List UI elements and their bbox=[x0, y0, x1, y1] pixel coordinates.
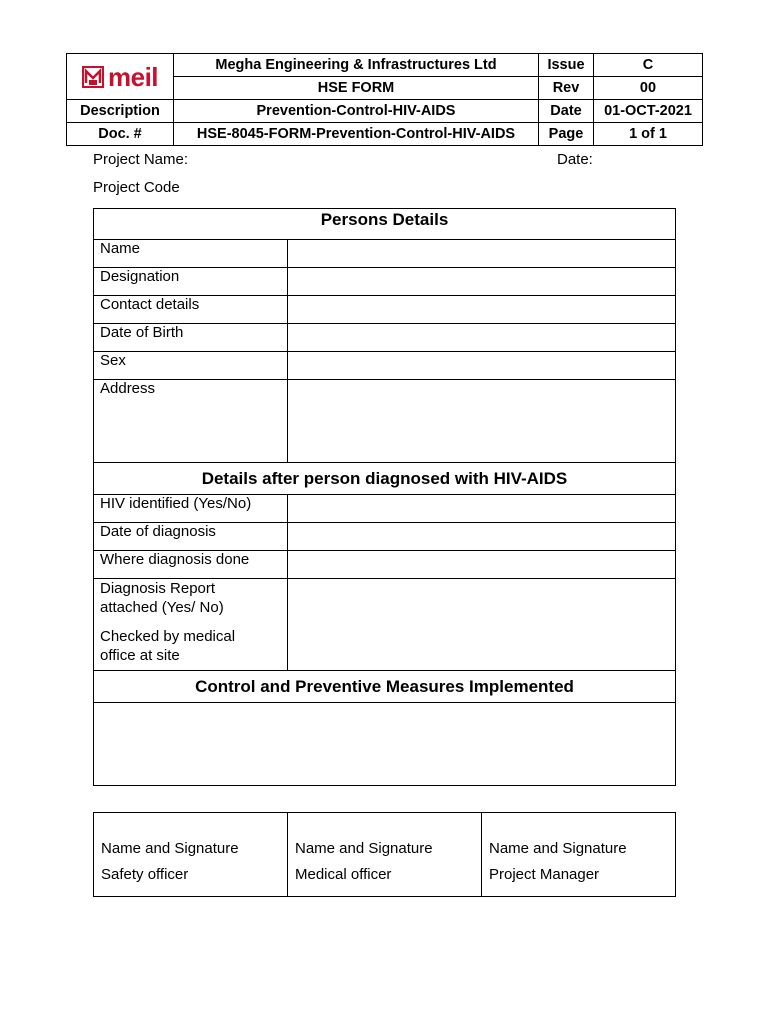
issue-value: C bbox=[594, 54, 703, 77]
signature-label: Name and Signature bbox=[295, 840, 433, 857]
field-input-hiv-identified[interactable] bbox=[288, 495, 676, 523]
signature-table bbox=[93, 812, 676, 897]
signature-label: Name and Signature bbox=[101, 840, 239, 857]
field-input-date-of-diagnosis[interactable] bbox=[288, 523, 676, 551]
description-label: Description bbox=[67, 100, 174, 123]
project-code-label: Project Code bbox=[93, 179, 180, 196]
field-label-address: Address bbox=[94, 380, 288, 463]
persons-details-title: Persons Details bbox=[94, 209, 676, 240]
field-input-designation[interactable] bbox=[288, 268, 676, 296]
report-label-line2: attached (Yes/ No) bbox=[100, 599, 224, 616]
issue-label: Issue bbox=[539, 54, 594, 77]
signature-cell-medical-officer[interactable] bbox=[288, 813, 482, 897]
field-label-report-and-check bbox=[94, 579, 288, 671]
signature-role: Safety officer bbox=[101, 866, 189, 883]
field-label-date-of-diagnosis: Date of diagnosis bbox=[94, 523, 288, 551]
form-type: HSE FORM bbox=[174, 77, 539, 100]
description-value: Prevention-Control-HIV-AIDS bbox=[174, 100, 539, 123]
field-input-address[interactable] bbox=[288, 380, 676, 463]
page-label: Page bbox=[539, 123, 594, 146]
field-label-designation: Designation bbox=[94, 268, 288, 296]
date-label: Date bbox=[539, 100, 594, 123]
signature-role: Medical officer bbox=[295, 866, 392, 883]
field-input-name[interactable] bbox=[288, 240, 676, 268]
field-input-contact-details[interactable] bbox=[288, 296, 676, 324]
field-input-date-of-birth[interactable] bbox=[288, 324, 676, 352]
field-label-contact-details: Contact details bbox=[94, 296, 288, 324]
checked-label-line2: office at site bbox=[100, 647, 180, 664]
signature-label: Name and Signature bbox=[489, 840, 627, 857]
field-input-sex[interactable] bbox=[288, 352, 676, 380]
signature-role: Project Manager bbox=[489, 866, 600, 883]
rev-label: Rev bbox=[539, 77, 594, 100]
field-input-report-and-check[interactable] bbox=[288, 579, 676, 671]
field-label-name: Name bbox=[94, 240, 288, 268]
rev-value: 00 bbox=[594, 77, 703, 100]
project-date-label: Date: bbox=[557, 151, 593, 168]
measures-input-area[interactable] bbox=[94, 703, 676, 786]
logo-text: meil bbox=[107, 61, 159, 92]
signature-cell-safety-officer[interactable] bbox=[94, 813, 288, 897]
report-label-line1: Diagnosis Report bbox=[100, 580, 216, 597]
date-value: 01-OCT-2021 bbox=[594, 100, 703, 123]
meil-logo-icon bbox=[82, 66, 104, 88]
field-label-sex: Sex bbox=[94, 352, 288, 380]
doc-value: HSE-8045-FORM-Prevention-Control-HIV-AIDS bbox=[174, 123, 539, 146]
logo-cell bbox=[67, 54, 174, 100]
project-name-label: Project Name: bbox=[93, 151, 189, 168]
measures-section-title: Control and Preventive Measures Implemented bbox=[94, 671, 676, 703]
document-header bbox=[66, 53, 703, 146]
company-name: Megha Engineering & Infrastructures Ltd bbox=[174, 54, 539, 77]
doc-label: Doc. # bbox=[67, 123, 174, 146]
checked-label-line1: Checked by medical bbox=[100, 628, 236, 645]
field-label-hiv-identified: HIV identified (Yes/No) bbox=[94, 495, 288, 523]
diagnosis-section-title: Details after person diagnosed with HIV-AIDS bbox=[94, 463, 676, 495]
field-label-date-of-birth: Date of Birth bbox=[94, 324, 288, 352]
field-input-where-diagnosis-done[interactable] bbox=[288, 551, 676, 579]
signature-cell-project-manager[interactable] bbox=[482, 813, 676, 897]
field-label-where-diagnosis-done: Where diagnosis done bbox=[94, 551, 288, 579]
page-value: 1 of 1 bbox=[594, 123, 703, 146]
company-logo bbox=[67, 61, 173, 92]
person-details-table bbox=[93, 208, 676, 786]
